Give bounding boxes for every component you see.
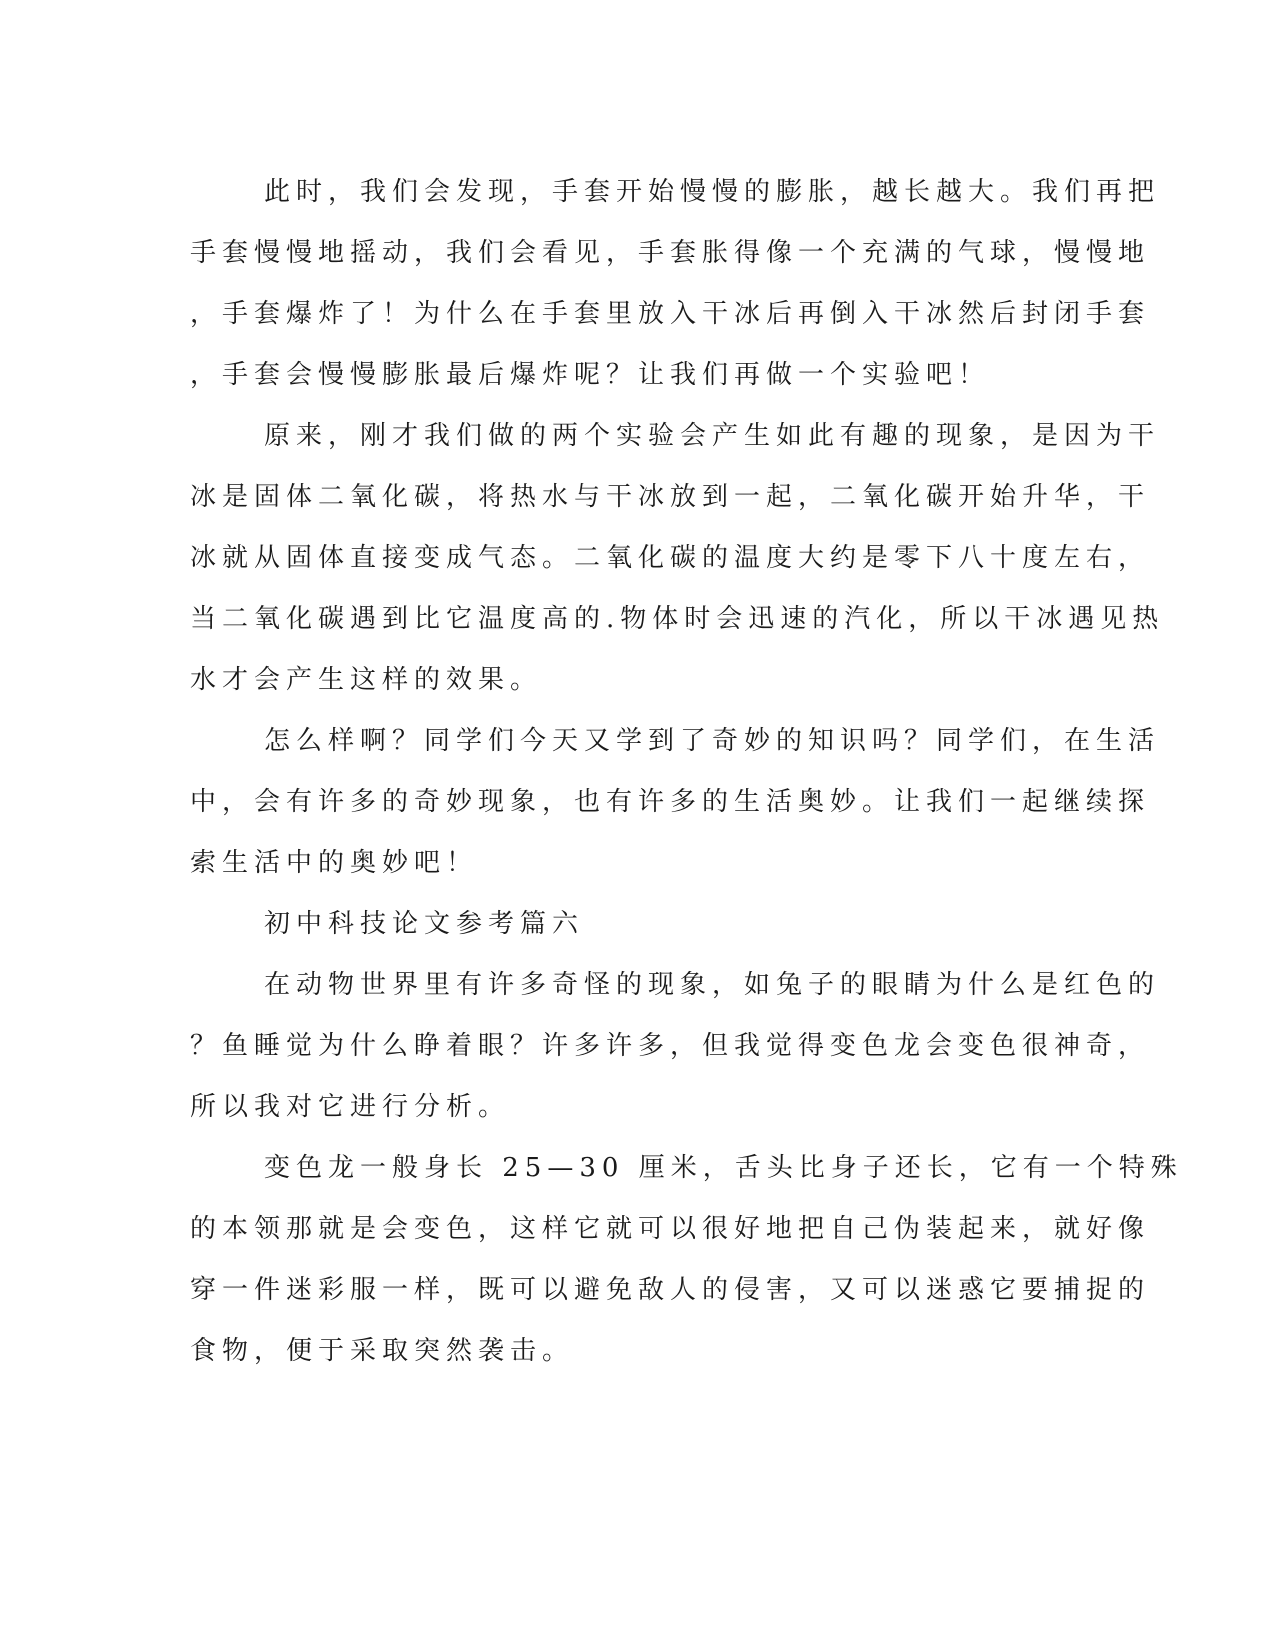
text-line: 食物，便于采取突然袭击。: [190, 1336, 575, 1366]
text-line: ，手套爆炸了！为什么在手套里放入干冰后再倒入干冰然后封闭手套: [190, 299, 1151, 329]
paragraph-animal-phenomena: [190, 955, 1161, 1138]
text-line: 在动物世界里有许多奇怪的现象，如兔子的眼睛为什么是红色的: [264, 970, 1161, 1000]
text-line: 当二氧化碳遇到比它温度高的.物体时会迅速的汽化，所以干冰遇见热: [190, 604, 1165, 634]
document-body: [190, 162, 1183, 1382]
text-line: 索生活中的奥妙吧！: [190, 848, 479, 878]
text-line: ，手套会慢慢膨胀最后爆炸呢？让我们再做一个实验吧！: [190, 360, 991, 390]
text-line: 水才会产生这样的效果。: [190, 665, 543, 695]
text-line: 中，会有许多的奇妙现象，也有许多的生活奥妙。让我们一起继续探: [190, 787, 1151, 817]
text-line: 手套慢慢地摇动，我们会看见，手套胀得像一个充满的气球，慢慢地: [190, 238, 1151, 268]
paragraph-glove-expansion: [190, 162, 1161, 406]
paragraph-dry-ice-explanation: [190, 406, 1165, 711]
text-line: 冰就从固体直接变成气态。二氧化碳的温度大约是零下八十度左右，: [190, 543, 1151, 573]
text-line: 原来，刚才我们做的两个实验会产生如此有趣的现象，是因为干: [264, 421, 1161, 451]
section-title: 初中科技论文参考篇六: [264, 909, 585, 939]
text-line: 的本领那就是会变色，这样它就可以很好地把自己伪装起来，就好像: [190, 1214, 1151, 1244]
text-line: 变色龙一般身长 25—30 厘米，舌头比身子还长，它有一个特殊: [264, 1153, 1183, 1183]
text-line: 冰是固体二氧化碳，将热水与干冰放到一起，二氧化碳开始升华，干: [190, 482, 1151, 512]
paragraph-chameleon: [190, 1138, 1183, 1382]
text-line: 穿一件迷彩服一样，既可以避免敌人的侵害，又可以迷惑它要捕捉的: [190, 1275, 1151, 1305]
text-line: 此时，我们会发现，手套开始慢慢的膨胀，越长越大。我们再把: [264, 177, 1161, 207]
paragraph-conclusion: [190, 711, 1161, 894]
text-line: ？鱼睡觉为什么睁着眼？许多许多，但我觉得变色龙会变色很神奇，: [190, 1031, 1151, 1061]
section-heading: [190, 894, 1090, 955]
text-line: 怎么样啊？同学们今天又学到了奇妙的知识吗？同学们，在生活: [264, 726, 1161, 756]
text-line: 所以我对它进行分析。: [190, 1092, 511, 1122]
